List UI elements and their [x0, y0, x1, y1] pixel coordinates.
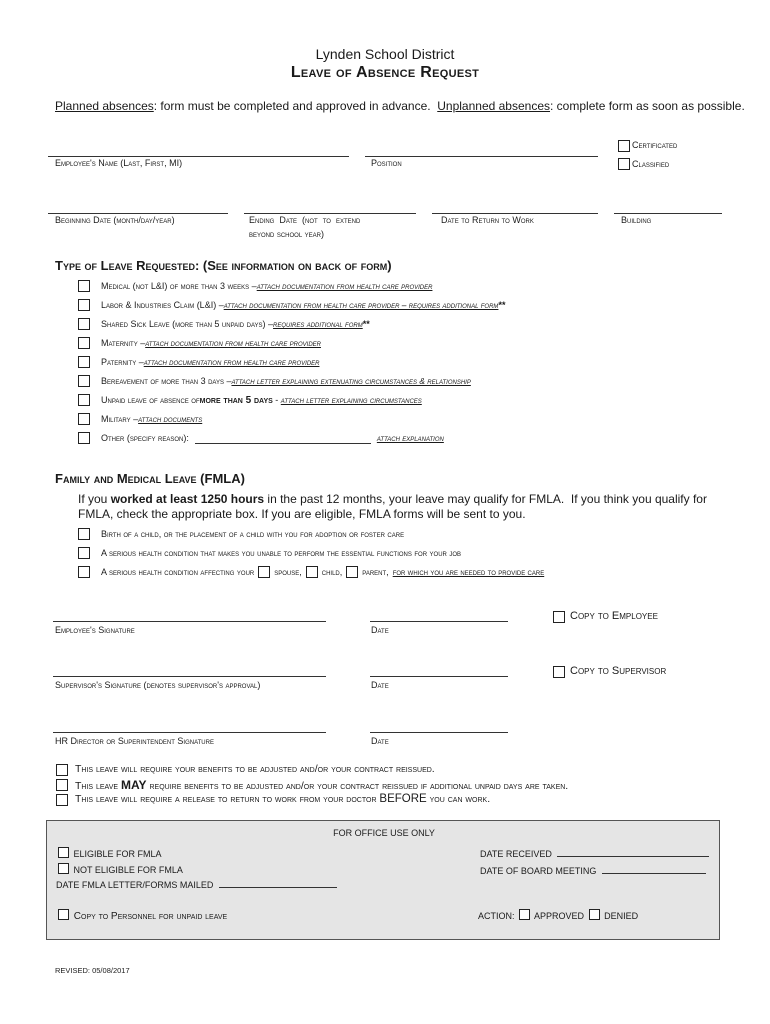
not-eligible-checkbox[interactable]	[58, 863, 69, 874]
letter-mailed-label: DATE FMLA LETTER/FORMS MAILED	[56, 880, 214, 890]
certificated-label: Certificated	[632, 140, 678, 150]
denied-label: DENIED	[604, 911, 639, 921]
planned-absences-label: Planned absences	[55, 99, 154, 113]
position-label: Position	[371, 158, 402, 168]
supervisor-signature-label: Supervisor's Signature (denotes supervisor's approval)	[55, 680, 261, 690]
leave-item-suffix: **	[498, 300, 506, 310]
hr-date-label: Date	[371, 736, 389, 746]
military-checkbox[interactable]	[78, 413, 90, 425]
fmla-intro-line2: FMLA, check the appropriate box. If you are eligible, FMLA forms will be sent to you.	[78, 507, 526, 521]
benefits-may-checkbox[interactable]	[56, 779, 68, 791]
action-label: ACTION:	[478, 911, 515, 921]
ending-date-label: Ending Date (not to extend	[249, 215, 361, 225]
benefits-line-2-a: This leave	[75, 780, 121, 792]
office-action-row	[478, 909, 638, 921]
approved-checkbox[interactable]	[519, 909, 530, 920]
paternity-checkbox[interactable]	[78, 356, 90, 368]
leave-item-maternity[interactable]	[78, 335, 321, 351]
leave-item-label: Paternity –	[101, 357, 144, 367]
parent-label: parent,	[362, 567, 389, 577]
classified-label: Classified	[632, 159, 670, 169]
leave-item-label: Labor & Industries Claim (L&I) –	[101, 300, 224, 310]
fmla-birth-checkbox[interactable]	[78, 528, 90, 540]
copy-employee-label: Copy to Employee	[570, 610, 658, 622]
supervisor-date-field[interactable]	[370, 676, 508, 677]
fmla-item-self-health[interactable]	[78, 545, 461, 561]
leave-item-medical[interactable]	[78, 278, 432, 294]
leave-item-dash: -	[272, 395, 281, 405]
fmla-self-health-checkbox[interactable]	[78, 547, 90, 559]
fmla-item-label: A serious health condition affecting your	[101, 567, 255, 577]
fmla-intro-c: in the past 12 months, your leave may qualify for FMLA. If you think you qualify for	[264, 492, 707, 506]
beginning-date-field[interactable]	[48, 213, 228, 214]
leave-item-paternity[interactable]	[78, 354, 319, 370]
return-date-label: Date to Return to Work	[441, 215, 534, 225]
supervisor-date-label: Date	[371, 680, 389, 690]
leave-item-labor-industries[interactable]	[78, 297, 505, 313]
leave-item-label: Maternity –	[101, 338, 146, 348]
employee-date-field[interactable]	[370, 621, 508, 622]
building-field[interactable]	[614, 213, 722, 214]
unpaid-checkbox[interactable]	[78, 394, 90, 406]
fmla-intro-a: If you	[78, 492, 111, 506]
unplanned-absences-label: Unplanned absences	[437, 99, 551, 113]
date-received-label: DATE RECEIVED	[480, 849, 552, 859]
hr-date-field[interactable]	[370, 732, 508, 733]
employee-name-field[interactable]	[48, 156, 349, 157]
leave-item-note: attach explanation	[376, 433, 444, 443]
leave-item-label: Unpaid leave of absence of	[101, 395, 200, 405]
leave-item-note: attach letter explaining circumstances	[280, 395, 422, 405]
denied-checkbox[interactable]	[589, 909, 600, 920]
office-use-box	[46, 820, 720, 940]
child-checkbox[interactable]	[306, 566, 318, 578]
office-board-meeting-row	[480, 865, 706, 876]
benefits-adjust-checkbox[interactable]	[56, 764, 68, 776]
fmla-item-note: for which you are needed to provide care	[392, 567, 545, 577]
leave-item-note: attach documentation from health care provider	[256, 281, 433, 291]
leave-item-other[interactable]	[78, 430, 444, 446]
fmla-intro-bold: worked at least 1250 hours	[110, 492, 265, 506]
fmla-intro-line1	[78, 492, 707, 506]
employee-date-label: Date	[371, 625, 389, 635]
office-copy-personnel-row	[56, 909, 227, 922]
leave-item-unpaid[interactable]	[78, 392, 422, 408]
benefits-line-2	[75, 778, 568, 792]
benefits-line-3	[75, 793, 490, 805]
not-eligible-label: NOT ELIGIBLE FOR FMLA	[73, 865, 183, 875]
office-letter-row	[56, 879, 337, 890]
other-checkbox[interactable]	[78, 432, 90, 444]
fmla-heading: Family and Medical Leave (FMLA)	[55, 471, 245, 486]
leave-item-label: Medical (not L&I) of more than 3 weeks –	[101, 281, 257, 291]
classified-checkbox[interactable]	[618, 158, 630, 170]
office-eligible-row	[56, 847, 162, 859]
fmla-item-family-health[interactable]	[78, 564, 544, 580]
approved-label: APPROVED	[534, 911, 585, 921]
board-meeting-label: DATE OF BOARD MEETING	[480, 866, 597, 876]
benefits-release-checkbox[interactable]	[56, 794, 68, 806]
leave-item-suffix: **	[362, 319, 370, 329]
leave-item-label: Shared Sick Leave (more than 5 unpaid days) –	[101, 319, 274, 329]
certificated-checkbox[interactable]	[618, 140, 630, 152]
benefits-line-3-before: BEFORE	[379, 793, 427, 805]
leave-type-heading: Type of Leave Requested: (See information on back of form)	[55, 258, 392, 273]
shared-sick-checkbox[interactable]	[78, 318, 90, 330]
other-reason-field[interactable]	[195, 433, 371, 444]
beginning-date-label: Beginning Date (month/day/year)	[55, 215, 175, 225]
benefits-line-2-may: MAY	[120, 778, 147, 792]
leave-item-label: Bereavement of more than 3 days –	[101, 376, 232, 386]
leave-item-note: requires additional form	[273, 319, 363, 329]
child-label: child,	[321, 567, 343, 577]
leave-item-note: attach letter explaining extenuating circumstances & relationship	[231, 376, 471, 386]
supervisor-signature-field[interactable]	[53, 676, 326, 677]
fmla-item-label: Birth of a child, or the placement of a child with you for adoption or foster care	[101, 529, 405, 539]
leave-item-label: Military –	[101, 414, 139, 424]
building-label: Building	[621, 215, 652, 225]
hr-signature-field[interactable]	[53, 732, 326, 733]
medical-checkbox[interactable]	[78, 280, 90, 292]
fmla-item-birth[interactable]	[78, 526, 404, 542]
fmla-family-health-checkbox[interactable]	[78, 566, 90, 578]
ending-date-label-2: beyond school year)	[249, 229, 325, 239]
planned-absences-text: : form must be completed and approved in advance.	[153, 99, 431, 113]
board-meeting-field[interactable]	[602, 865, 706, 874]
leave-item-note: attach documentation from health care provider – requires additional form	[223, 300, 499, 310]
fmla-item-label: A serious health condition that makes you unable to perform the essential functions for your job	[101, 548, 462, 558]
leave-item-note: attach documentation from health care provider	[143, 357, 320, 367]
eligible-checkbox[interactable]	[58, 847, 69, 858]
copy-supervisor-label: Copy to Supervisor	[570, 665, 667, 677]
employee-name-label: Employee's Name (Last, First, MI)	[55, 158, 183, 168]
benefits-line-1: This leave will require your benefits to be adjusted and/or your contract reissued.	[75, 763, 435, 775]
leave-item-note: attach documentation from health care provider	[145, 338, 321, 348]
office-use-heading: FOR OFFICE USE ONLY	[333, 828, 435, 838]
maternity-checkbox[interactable]	[78, 337, 90, 349]
leave-item-label: Other (specify reason):	[101, 433, 189, 443]
revised-date: REVISED: 05/08/2017	[55, 966, 130, 975]
copy-employee-checkbox[interactable]	[553, 611, 565, 623]
leave-item-bereavement[interactable]	[78, 373, 471, 389]
date-received-field[interactable]	[557, 848, 709, 857]
unplanned-absences-text: : complete form as soon as possible.	[550, 99, 745, 113]
benefits-line-3-c: you can work.	[426, 793, 491, 805]
letter-mailed-field[interactable]	[219, 879, 337, 888]
benefits-line-2-c: require benefits to be adjusted and/or your contract reissued if additional unpaid days are taken.	[146, 780, 569, 792]
office-date-received-row	[480, 848, 709, 859]
copy-personnel-label: Copy to Personnel for unpaid leave	[73, 911, 228, 922]
benefits-line-3-a: This leave will require a release to return to work from your doctor	[75, 793, 380, 805]
labor-industries-checkbox[interactable]	[78, 299, 90, 311]
employee-signature-label: Employee's Signature	[55, 625, 135, 635]
intro-text	[55, 99, 745, 113]
leave-item-label-bold: more than 5 days	[199, 394, 273, 406]
office-not-eligible-row	[56, 863, 183, 875]
bereavement-checkbox[interactable]	[78, 375, 90, 387]
leave-item-shared-sick[interactable]	[78, 316, 370, 332]
copy-personnel-checkbox[interactable]	[58, 909, 69, 920]
spouse-label: spouse,	[274, 567, 302, 577]
spouse-checkbox[interactable]	[258, 566, 270, 578]
position-field[interactable]	[365, 156, 598, 157]
ending-date-field[interactable]	[244, 213, 416, 214]
leave-item-military[interactable]	[78, 411, 202, 427]
parent-checkbox[interactable]	[346, 566, 358, 578]
eligible-label: ELIGIBLE FOR FMLA	[73, 849, 162, 859]
form-title: Leave of Absence Request	[290, 64, 480, 81]
copy-supervisor-checkbox[interactable]	[553, 666, 565, 678]
district-name: Lynden School District	[315, 46, 455, 62]
employee-signature-field[interactable]	[53, 621, 326, 622]
hr-signature-label: HR Director or Superintendent Signature	[55, 736, 214, 746]
leave-item-note: attach documents	[138, 414, 203, 424]
return-date-field[interactable]	[432, 213, 598, 214]
